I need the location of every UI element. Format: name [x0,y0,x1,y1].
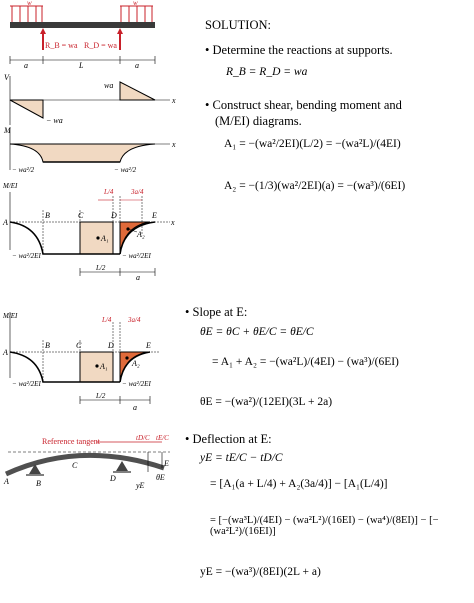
dim-l: L [79,61,84,70]
slope-eq2: = A₁ + A₂ = −(wa²L)/(4EI) − (wa³)/(6EI) [212,356,399,368]
bullet-diagrams: • Construct shear, bending moment and [205,98,402,112]
moment-region [10,144,155,162]
mei2-dim-a: a [133,403,137,412]
area-a2-region [120,222,150,254]
dim-l-half: L/2 [96,264,106,272]
deflection-eq4: yE = −(wa³)/(8EI)(2L + a) [200,566,321,578]
beam-diagram-set [0,0,195,300]
mei2-point-d: D [108,341,114,350]
load-w-right: w [133,0,138,7]
bullet-diagrams-line1: Construct shear, bending moment and [212,98,402,112]
solution-title: SOLUTION: [205,18,271,32]
ye-label: yE [136,481,145,490]
moment-neg-right: − wa²/2 [114,166,137,174]
mei-point-b: B [45,211,50,220]
shear-x-label: x [172,96,176,105]
shear-neg-region [10,100,43,118]
slope-eq1: θE = θC + θE/C = θE/C [200,326,314,338]
reaction-equation [226,66,307,78]
reference-tangent-label: Reference tangent [42,437,100,446]
mei2-axis-label: M/EI [3,312,18,320]
t-ec-label: tE/C [156,434,169,442]
area-a2-equation-text: A₂ = −(1/3)(wa²/2EI)(a) = −(wa³)/(6EI) [224,180,406,192]
area-a2-label: A₂ [137,230,145,239]
deflection-eq2: = [A₁(a + L/4) + A₂(3a/4)] − [A₁(L/4)] [210,478,388,490]
defl-point-d: D [110,474,116,483]
mei2-point-e: E [146,341,151,350]
beam [10,22,155,28]
dim-3a-quarter: 3a/4 [131,188,144,196]
mei2-point-a: A [3,348,8,357]
v-axis-label: V [4,73,9,82]
area-a1-equation-text: A₁ = −(wa²/2EI)(L/2) = −(wa²L)/(4EI) [224,138,401,150]
bullet-deflection: • Deflection at E: [185,432,272,446]
mei2-neg-left: − wa²/2EI [12,380,41,388]
defl-point-a: A [4,477,9,486]
bullet-reactions: • Determine the reactions at supports. [205,43,393,57]
theta-e-label: θE [156,473,165,482]
reaction-rd: R_D = wa [84,41,117,50]
mei-point-d: D [111,211,117,220]
support-d [116,461,128,471]
bullet-deflection-text: Deflection at E: [192,432,272,446]
defl-point-c: C [72,461,78,470]
mei2-dim-l-half: L/2 [96,392,106,400]
bullet-diagrams-line2: (M/EI) diagrams. [215,114,302,128]
deflection-eq3: = [−(wa³L)/(4EI) − (wa²L²)/(16EI) − (wa⁴)/(8EI)] − [−(wa²L²)/(16EI)] [210,515,439,537]
mei2-a2-label: A₂ [132,359,140,368]
mei2-point-c: C [76,341,82,350]
shear-wa: wa [104,81,114,90]
deflection-eq1: yE = tE/C − tD/C [200,452,283,464]
moment-neg-left: − wa²/2 [12,166,35,174]
right-distributed-load [120,6,153,22]
dim-l-quarter: L/4 [104,188,114,196]
m-axis-label: M [4,126,11,135]
area-a1-label: A₁ [101,234,109,243]
deflection-diagram [0,428,185,490]
area-a1-equation [224,138,470,150]
dim-a-right: a [135,61,139,70]
mei2-a1-label: A₁ [100,362,108,371]
mei2-point-b: B [45,341,50,350]
load-w-left: w [27,0,32,7]
mei-axis-label: M/EI [3,182,18,190]
bottom-dimensions [80,268,155,276]
reaction-rb: R_B = wa [45,41,78,50]
shear-minus-wa: − wa [46,116,63,125]
left-distributed-load [10,6,43,22]
defl-point-b: B [36,479,41,488]
moment-x-label: x [172,140,176,149]
mei-point-c: C [78,211,84,220]
defl-point-e: E [164,459,169,468]
deflected-beam [6,455,164,474]
dim-a-bottom: a [136,273,140,282]
bullet-reactions-text: Determine the reactions at supports. [212,43,393,57]
dim-a-left: a [24,61,28,70]
bullet-slope-text: Slope at E: [192,305,248,319]
shear-pos-region [120,82,155,100]
mei2-neg-right: − wa²/2EI [122,380,151,388]
t-dc-label: tD/C [136,434,150,442]
mei-neg-right: − wa²/2EI [122,252,151,260]
slope-eq3: θE = −(wa²)/(12EI)(3L + 2a) [200,396,333,408]
mei-x-label: x [171,218,175,227]
mei2-dim-3a-quarter: 3a/4 [128,316,141,324]
mei-diagram-repeat [0,300,180,420]
mei-point-a: A [3,218,8,227]
mei-point-e: E [152,211,157,220]
bullet-slope: • Slope at E: [185,305,248,319]
mei-neg-left: − wa²/2EI [12,252,41,260]
reaction-equation-text: R_B = R_D = wa [226,66,308,78]
mei2-dim-l-quarter: L/4 [102,316,112,324]
area-a2-equation [224,180,470,192]
